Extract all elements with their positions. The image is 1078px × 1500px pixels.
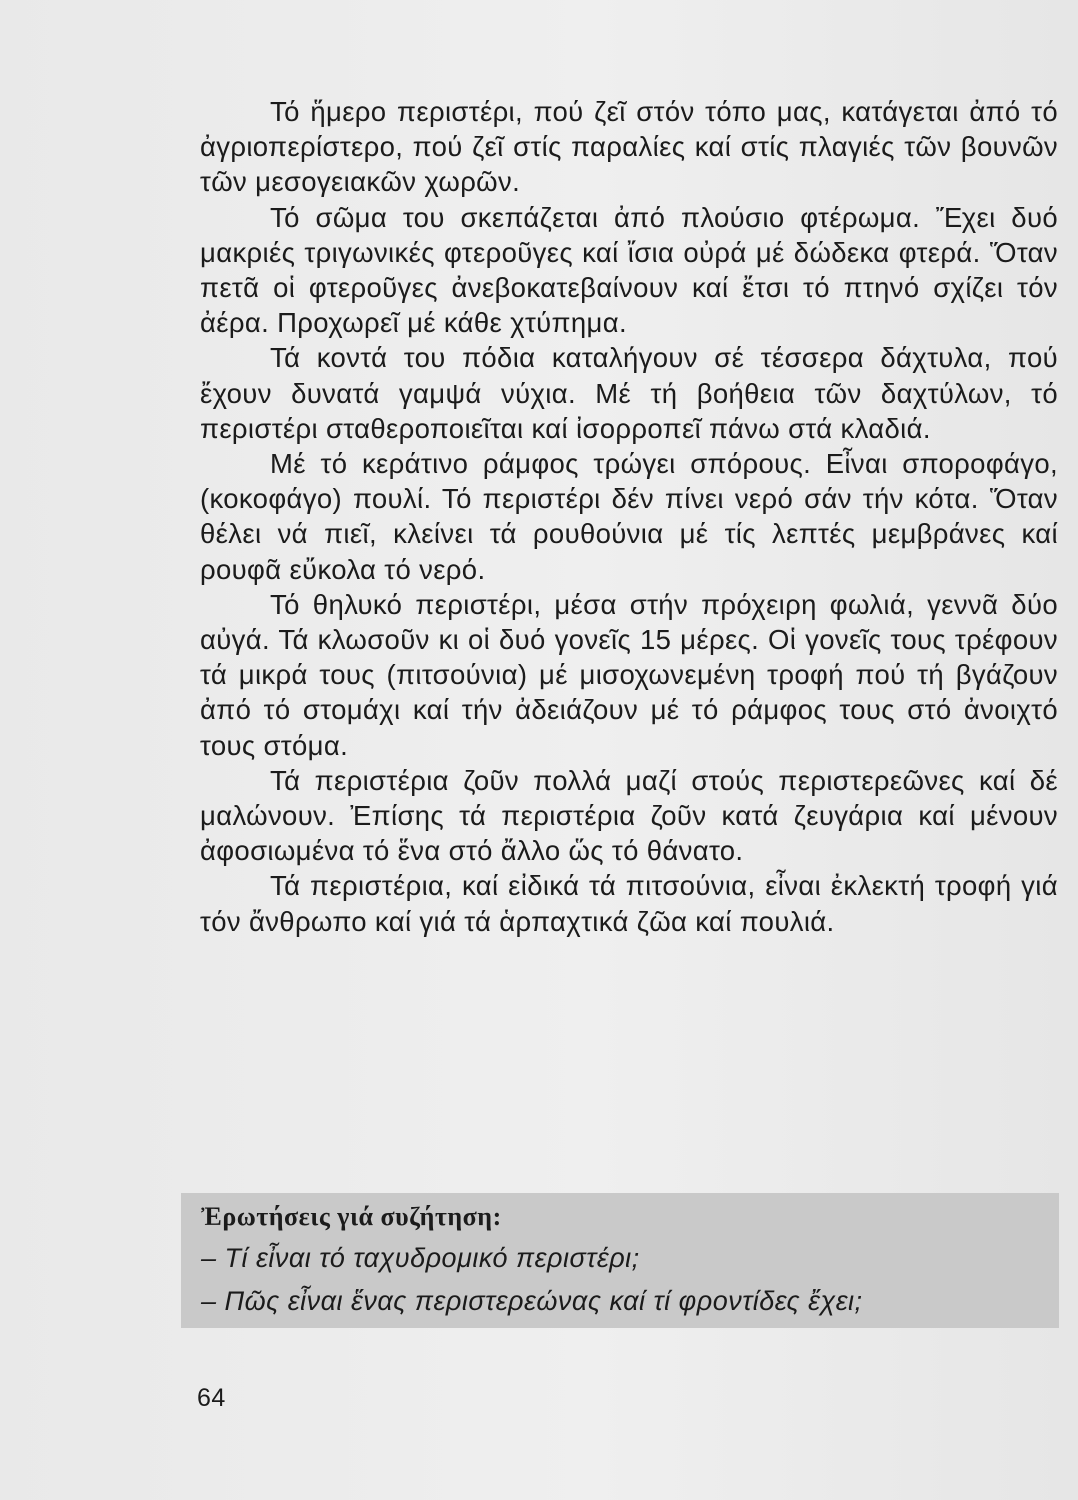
page-number: 64 (197, 1384, 226, 1412)
paragraph-feet: Τά κοντά του πόδια καταλήγουν σέ τέσσερα δάχτυλα, πού ἔχουν δυνατά γαμψά νύχια. Μέ τή βοήθεια τῶν δαχτύλων, τό περιστέρι σταθεροποιεῖται καί ἰσορροπεῖ πάνω στά κλαδιά. (200, 342, 1058, 444)
paragraph-body-wings: Τό σῶμα του σκεπάζεται ἀπό πλούσιο φτέρωμα. Ἔχει δυό μακριές τριγωνικές φτεροῦγες καί ἴσια οὐρά μέ δώδεκα φτερά. Ὅταν πετᾶ οἱ φτεροῦγες ἀνεβοκατεβαίνουν καί ἔτσι τό πτηνό σχίζει τόν ἀέρα. Προχωρεῖ μέ κάθε χτύπημα. (200, 201, 1058, 339)
body-text (200, 94, 1058, 939)
paragraph-breeding: Τό θηλυκό περιστέρι, μέσα στήν πρόχειρη φωλιά, γεννᾶ δύο αὐγά. Τά κλωσοῦν κι οἱ δυό γονεῖς 15 μέρες. Οἱ γονεῖς τους τρέφουν τά μικρά τους (πιτσούνια) μέ μισοχωνεμένη τροφή πού τή βγάζουν ἀπό τό στομάχι καί τήν ἀδειάζουν μέ τό ράμφος τους στό ἀνοιχτό τους στόμα. (200, 588, 1058, 761)
question-item: – Τί εἶναι τό ταχυδρομικό περιστέρι; (201, 1243, 640, 1273)
paragraph-feeding: Μέ τό κεράτινο ράμφος τρώγει σπόρους. Εἶναι σποροφάγο, (κοκοφάγο) πουλί. Τό περιστέρι δέν πίνει νερό σάν τήν κότα. Ὅταν θέλει νά πιεῖ, κλείνει τά ρουθούνια μέ τίς λεπτές μεμβράνες καί ρουφᾶ εὔκολα τό νερό. (200, 448, 1058, 585)
discussion-questions-box (181, 1193, 1059, 1328)
question-item: – Πῶς εἶναι ἕνας περιστερεώνας καί τί φροντίδες ἔχει; (201, 1286, 863, 1316)
discussion-questions-heading: Ἐρωτήσεις γιά συζήτηση: (201, 1202, 502, 1231)
paragraph-origin: Τό ἥμερο περιστέρι, πού ζεῖ στόν τόπο μας, κατάγεται ἀπό τό ἀγριοπερίστερο, πού ζεῖ στίς παραλίες καί στίς πλαγιές τῶν βουνῶν τῶν μεσογειακῶν χωρῶν. (200, 96, 1058, 198)
paragraph-colonies: Τά περιστέρια ζοῦν πολλά μαζί στούς περιστερεῶνες καί δέ μαλώνουν. Ἐπίσης τά περιστέρια ζοῦν κατά ζευγάρια καί μένουν ἀφοσιωμένα τό ἕνα στό ἄλλο ὥς τό θάνατο. (200, 764, 1058, 867)
paragraph-food-source: Τά περιστέρια, καί εἰδικά τά πιτσούνια, εἶναι ἐκλεκτή τροφή γιά τόν ἄνθρωπο καί γιά τά ἁρπαχτικά ζῶα καί πουλιά. (200, 870, 1058, 937)
